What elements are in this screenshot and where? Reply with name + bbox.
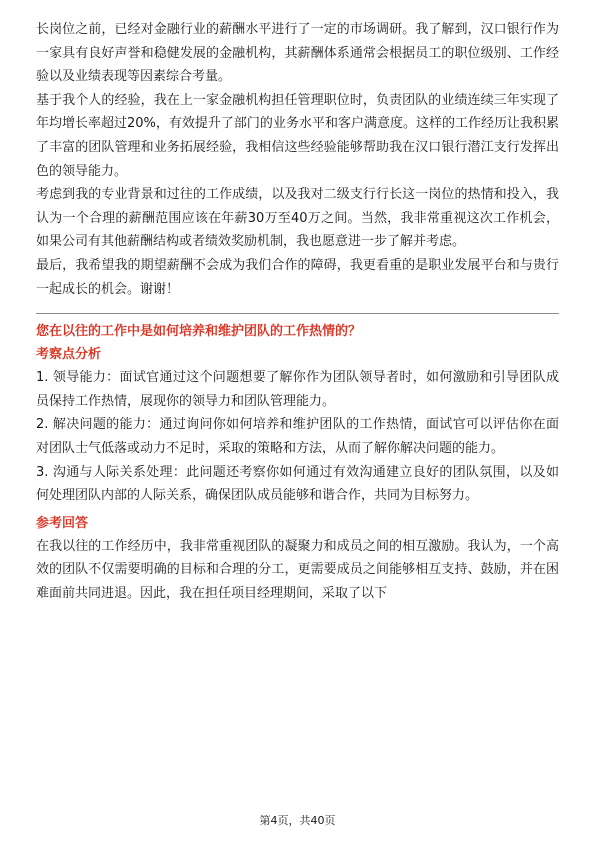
intro-paragraph-1: 长岗位之前，已经对金融行业的薪酬水平进行了一定的市场调研。我了解到，汉口银行作为一家具有良好声誉和稳健发展的金融机构，其薪酬体系通常会根据员工的职位级别、工作经验以及业绩表现等因素综合考量。	[36, 22, 559, 85]
intro-paragraph-3: 考虑到我的专业背景和过往的工作成绩，以及我对二级支行行长这一岗位的热情和投入，我认为一个合理的薪酬范围应该在年薪30万至40万之间。当然，我非常重视这次工作机会，如果公司有其他薪酬结构或者绩效奖励机制，我也愿意进一步了解并考虑。	[36, 187, 559, 250]
analysis-point-3: 3. 沟通与人际关系处理：此问题还考察你如何通过有效沟通建立良好的团队氛围，以及如何处理团队内部的人际关系，确保团队成员能够和谐合作，共同为目标努力。	[36, 464, 559, 504]
analysis-heading: 考察点分析	[36, 347, 102, 363]
document-page	[36, 18, 559, 605]
reference-heading: 参考回答	[36, 515, 89, 531]
question-title: 您在以往的工作中是如何培养和维护团队的工作热情的？	[36, 324, 362, 340]
section-divider	[36, 313, 559, 314]
intro-paragraph-2: 基于我个人的经验，我在上一家金融机构担任管理职位时，负责团队的业绩连续三年实现了年均增长率超过20%，有效提升了部门的业务水平和客户满意度。这样的工作经历让我积累了丰富的团队管理和业务拓展经验，我相信这些经验能够帮助我在汉口银行潜江支行发挥出色的领导能力。	[36, 92, 559, 179]
analysis-point-1: 1. 领导能力：面试官通过这个问题想要了解你作为团队领导者时，如何激励和引导团队成员保持工作热情，展现你的领导力和团队管理能力。	[36, 370, 559, 409]
analysis-point-2: 2. 解决问题的能力：通过询问你如何培养和维护团队的工作热情，面试官可以评估你在面对团队士气低落或动力不足时，采取的策略和方法，从而了解你解决问题的能力。	[36, 417, 559, 456]
page-number-footer: 第4页，共40页	[259, 814, 336, 827]
intro-paragraph-4: 最后，我希望我的期望薪酬不会成为我们合作的障碍，我更看重的是职业发展平台和与贵行一起成长的机会。谢谢！	[36, 257, 559, 297]
reference-paragraph: 在我以往的工作经历中，我非常重视团队的凝聚力和成员之间的相互激励。我认为，一个高效的团队不仅需要明确的目标和合理的分工，更需要成员之间能够相互支持、鼓励，并在困难面前共同进退。因此，我在担任项目经理期间，采取了以下	[36, 538, 559, 601]
